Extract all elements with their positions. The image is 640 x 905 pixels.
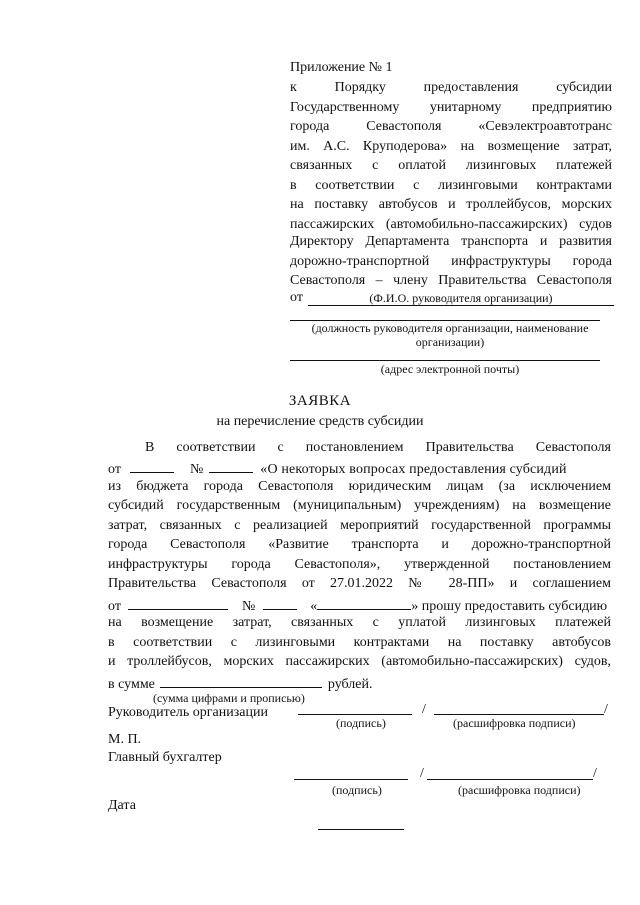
from-word: от	[108, 462, 121, 477]
addressee-line: Директору Департамента транспорта и развития	[290, 234, 612, 249]
accountant-label: Главный бухгалтер	[108, 750, 222, 765]
from-word: от	[108, 598, 121, 614]
agreement-date-field[interactable]	[128, 596, 228, 610]
email-field-line[interactable]	[290, 360, 600, 361]
decree-title: «О некоторых вопросах предоставления субсидий	[260, 462, 567, 477]
body-line: и троллейбусов, морских пассажирских (автомобильно-пассажирских) судов,	[108, 654, 611, 669]
body-line: из бюджета города Севастополя юридическим лицам (за исключением	[108, 478, 611, 494]
head-decode-caption: (расшифровка подписи)	[453, 716, 576, 730]
appendix-line: к Порядку предоставления субсидии	[290, 80, 612, 95]
number-sign: №	[241, 598, 256, 614]
appendix-line: города Севастополя «Севэлектроавтотранс	[290, 119, 612, 134]
number-sign: №	[189, 462, 204, 477]
fio-caption: (Ф.И.О. руководителя организации)	[369, 291, 553, 305]
date-label: Дата	[108, 798, 136, 813]
body-line: затрат, связанных с реализацией мероприятий государственной программы	[108, 517, 611, 533]
body-line: на возмещение затрат, связанных с уплатой лизинговых платежей	[108, 615, 611, 630]
body-line-9	[108, 596, 607, 615]
email-caption: (адрес электронной почты)	[380, 362, 520, 376]
appendix-line: пассажирских (автомобильно-пассажирских) судов	[290, 216, 612, 232]
accountant-sign-caption: (подпись)	[332, 783, 382, 797]
request-text: » прошу предоставить субсидию	[411, 598, 608, 614]
body-line: Правительства Севастополя от 27.01.2022 № 28-ПП» и соглашением	[108, 576, 611, 591]
position-caption: (должность руководителя организации, наименование	[311, 321, 589, 335]
from-label: от	[290, 290, 303, 305]
head-sign-caption: (подпись)	[336, 716, 386, 730]
body-line-2	[108, 459, 567, 478]
body-line: инфраструктуры города Севастополя», утвержденной постановлением	[108, 556, 611, 572]
appendix-line: Государственному унитарному предприятию	[290, 99, 612, 115]
appendix-title: Приложение № 1	[290, 60, 393, 75]
sum-label: в сумме	[108, 676, 155, 692]
document-subtitle: на перечисление средств субсидии	[216, 414, 424, 429]
accountant-decode-caption: (расшифровка подписи)	[458, 783, 581, 797]
decree-date-field[interactable]	[130, 459, 174, 473]
document-title: ЗАЯВКА	[288, 393, 352, 409]
body-line: субсидий государственным (муниципальным) учреждениям) на возмещение	[108, 498, 611, 513]
slash: /	[420, 766, 424, 781]
agreement-number-field[interactable]	[263, 596, 297, 610]
stamp-label: М. П.	[108, 732, 142, 747]
slash: /	[422, 702, 426, 717]
open-quote: «	[310, 598, 318, 614]
head-label: Руководитель организации	[108, 705, 268, 720]
appendix-line: им. А.С. Круподерова» на возмещение затрат,	[290, 138, 612, 154]
addressee-line: Севастополя – члену Правительства Севастополя	[290, 273, 612, 288]
date-field[interactable]	[318, 829, 404, 830]
position-caption: организации)	[415, 335, 485, 349]
accountant-decode-field[interactable]	[427, 779, 593, 780]
head-decode-field[interactable]	[434, 714, 604, 715]
decree-number-field[interactable]	[209, 459, 253, 473]
body-line: города Севастополя «Развитие транспорта и дорожно-транспортной	[108, 537, 611, 552]
sum-caption: (сумма цифрами и прописью)	[153, 691, 305, 705]
body-line: в соответствии с лизинговыми контрактами на поставку автобусов	[108, 634, 611, 650]
currency-label: рублей.	[327, 676, 373, 692]
appendix-line: в соответствии с лизинговыми контрактами	[290, 177, 612, 193]
slash: /	[604, 702, 608, 717]
appendix-line: связанных с оплатой лизинговых платежей	[290, 158, 612, 173]
slash: /	[593, 766, 597, 781]
body-line: В соответствии с постановлением Правительства Севастополя	[145, 440, 611, 455]
accountant-signature-field[interactable]	[294, 779, 408, 780]
appendix-line: на поставку автобусов и троллейбусов, морских	[290, 197, 612, 212]
sum-field[interactable]	[160, 674, 322, 688]
agreement-name-field[interactable]	[317, 596, 411, 610]
addressee-line: дорожно-транспортной инфраструктуры города	[290, 253, 612, 269]
body-line-13	[108, 674, 373, 693]
head-signature-field[interactable]	[298, 714, 412, 715]
